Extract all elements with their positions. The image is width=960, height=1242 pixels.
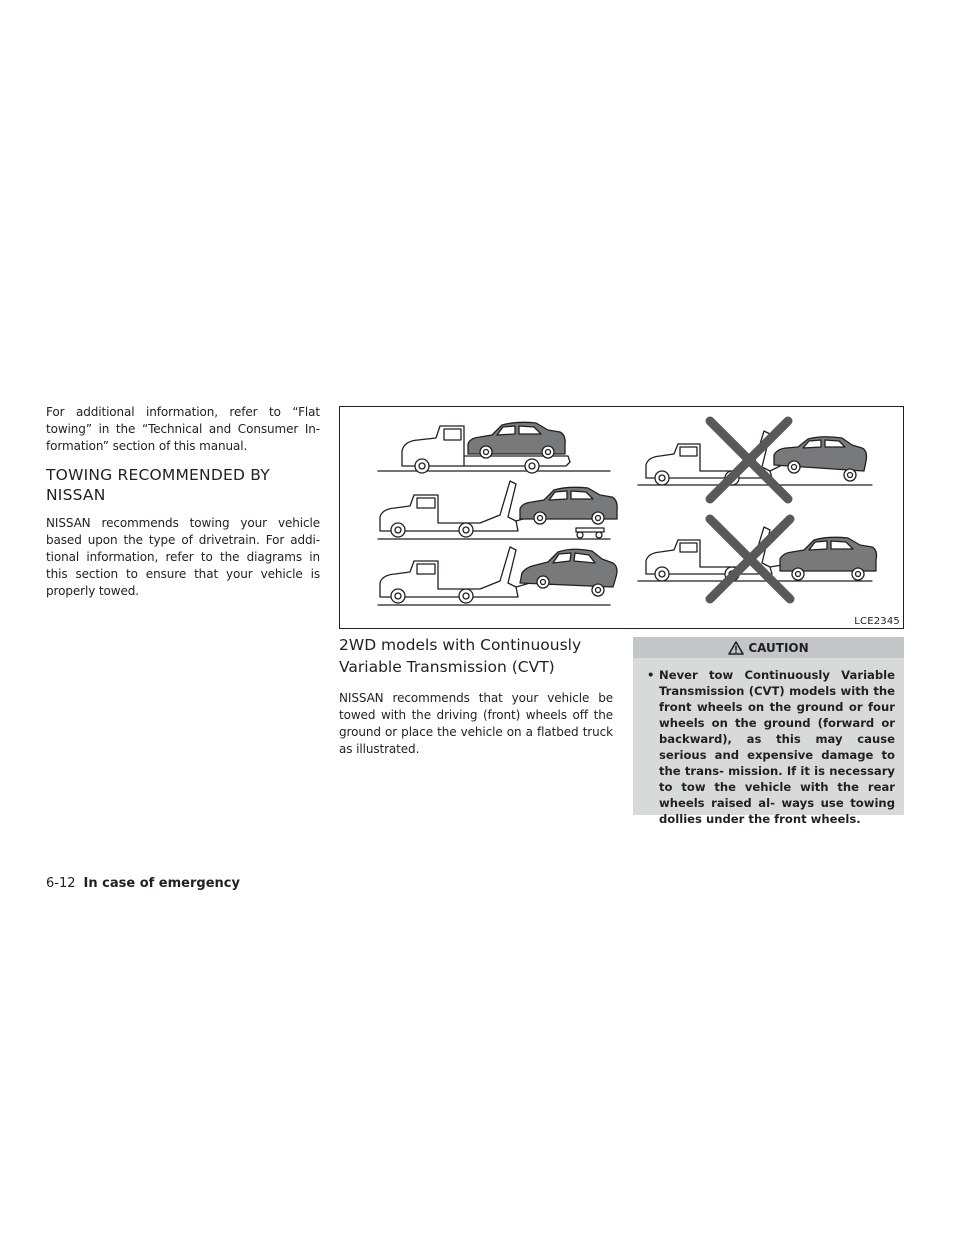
left-column — [46, 404, 320, 600]
figure-code: LCE2345 — [854, 616, 900, 627]
wheel-lift-scene — [378, 547, 617, 605]
section-title: In case of emergency — [83, 876, 240, 891]
page-footer — [46, 876, 240, 891]
incorrect-tow-scene-1 — [638, 421, 872, 499]
incorrect-tow-scene-2 — [638, 519, 877, 599]
caution-body — [633, 658, 904, 827]
intro-paragraph: For additional information, refer to “Flat towing” in the “Technical and Consumer In- formation” section of this manual. — [46, 405, 320, 453]
caution-text: Never tow Continuously Variable Transmission (CVT) models with the front wheels on the ground or four wheels on the ground (forward or backward), as this may cause serious and expensive damage to the trans- mission. If it is necessary to tow the vehicle with the rear wheels raised al- ways use towing dollies under the front wheels. — [659, 668, 895, 826]
wheel-lift-dolly-scene — [378, 481, 617, 539]
cvt-paragraph: NISSAN recommends that your vehicle be towed with the driving (front) wheels off the ground or place the vehicle on a flatbed truck as illustrated. — [339, 691, 613, 756]
caution-box — [633, 637, 904, 826]
towing-illustration — [339, 406, 904, 629]
subsection-heading: 2WD models with Continuously Variable Transmission (CVT) — [339, 636, 582, 676]
towing-diagram — [340, 407, 904, 629]
caution-title: CAUTION — [748, 640, 809, 655]
towing-paragraph: NISSAN recommends towing your vehicle based upon the type of drivetrain. For addi- tional information, refer to the diagrams in this section to ensure that your vehicle is properly towed. — [46, 516, 320, 598]
bullet-icon: • — [647, 668, 655, 682]
flatbed-truck-scene — [378, 422, 610, 473]
warning-icon — [728, 641, 744, 655]
middle-column — [339, 634, 613, 758]
caution-header — [633, 637, 904, 658]
page-number: 6-12 — [46, 876, 76, 891]
section-heading: TOWING RECOMMENDED BY NISSAN — [46, 466, 270, 504]
